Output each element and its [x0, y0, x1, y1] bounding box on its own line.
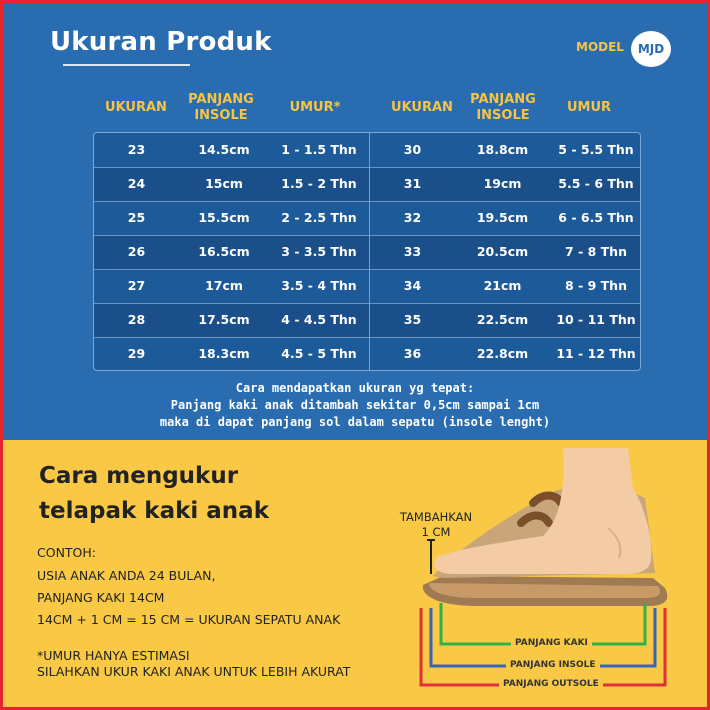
- table-row: [94, 167, 641, 201]
- table-row: [94, 133, 641, 167]
- size-cell: 24: [127, 176, 146, 191]
- measure-guide-panel: [3, 440, 707, 707]
- row-divider: [94, 201, 641, 202]
- header-insole-right: PANJANG INSOLE: [470, 92, 536, 123]
- table-row: [94, 201, 641, 235]
- add-1cm-label-line-1: TAMBAHKAN: [399, 510, 473, 524]
- insole-length-cell: 18.8cm: [476, 142, 529, 157]
- example-line-3: 14CM + 1 CM = 15 CM = UKURAN SEPATU ANAK: [37, 612, 341, 627]
- insole-length-cell: 17.5cm: [198, 312, 250, 327]
- table-row: [94, 303, 641, 337]
- header-umur-right: UMUR: [566, 100, 612, 115]
- insole-length-cell: 14.5cm: [198, 142, 250, 157]
- insole-length-cell: 21cm: [483, 278, 522, 293]
- insole-length-cell: 22.5cm: [476, 312, 529, 327]
- age-cell: 2 - 2.5 Thn: [281, 210, 357, 225]
- guide-title-line-1: Cara mengukur: [39, 463, 239, 489]
- row-divider: [94, 269, 641, 270]
- legend-foot-length: PANJANG KAKI: [511, 638, 592, 648]
- insole-length-cell: 19.5cm: [476, 210, 529, 225]
- example-label: CONTOH:: [37, 545, 97, 560]
- table-column-divider: [369, 133, 370, 371]
- age-cell: 10 - 11 Thn: [556, 312, 636, 327]
- size-cell: 26: [127, 244, 146, 259]
- example-line-1: USIA ANAK ANDA 24 BULAN,: [37, 568, 216, 583]
- note-line-1: Cara mendapatkan ukuran yg tepat:: [235, 381, 475, 395]
- size-cell: 30: [403, 142, 422, 157]
- size-cell: 25: [127, 210, 146, 225]
- add-1cm-label-line-2: 1 CM: [421, 525, 451, 539]
- insole-length-cell: 19cm: [483, 176, 522, 191]
- note-line-3: maka di dapat panjang sol dalam sepatu (insole lenght): [159, 415, 551, 429]
- model-badge: MJD: [631, 31, 671, 67]
- age-cell: 4 - 4.5 Thn: [281, 312, 357, 327]
- table-row: [94, 269, 641, 303]
- model-label: MODEL: [576, 40, 624, 54]
- guide-title-line-2: telapak kaki anak: [39, 498, 269, 524]
- size-cell: 36: [403, 346, 422, 361]
- insole-length-cell: 18.3cm: [198, 346, 250, 361]
- row-divider: [94, 235, 641, 236]
- insole-length-cell: 16.5cm: [198, 244, 250, 259]
- legend-insole-length: PANJANG INSOLE: [506, 660, 600, 670]
- age-cell: 5 - 5.5 Thn: [558, 142, 634, 157]
- insole-length-cell: 15.5cm: [198, 210, 250, 225]
- age-cell: 7 - 8 Thn: [565, 244, 627, 259]
- size-cell: 28: [127, 312, 146, 327]
- age-cell: 6 - 6.5 Thn: [558, 210, 634, 225]
- size-cell: 23: [127, 142, 146, 157]
- header-ukuran-left: UKURAN: [105, 100, 167, 115]
- table-row: [94, 235, 641, 269]
- example-line-2: PANJANG KAKI 14CM: [37, 590, 165, 605]
- age-cell: 1 - 1.5 Thn: [281, 142, 357, 157]
- note-line-2: Panjang kaki anak ditambah sekitar 0,5cm sampai 1cm: [170, 398, 540, 412]
- row-divider: [94, 167, 641, 168]
- insole-length-cell: 17cm: [205, 278, 243, 293]
- size-cell: 27: [127, 278, 146, 293]
- insole-length-cell: 20.5cm: [476, 244, 529, 259]
- page-title: Ukuran Produk: [50, 27, 272, 57]
- age-cell: 4.5 - 5 Thn: [281, 346, 357, 361]
- footnote-line-1: *UMUR HANYA ESTIMASI: [37, 648, 190, 663]
- insole-length-line: [431, 608, 655, 666]
- header-umur-left: UMUR*: [289, 100, 341, 115]
- header-ukuran-right: UKURAN: [391, 100, 453, 115]
- header-insole-left: PANJANG INSOLE: [188, 92, 254, 123]
- title-underline: [63, 64, 190, 66]
- size-cell: 32: [403, 210, 422, 225]
- row-divider: [94, 303, 641, 304]
- age-cell: 8 - 9 Thn: [565, 278, 627, 293]
- legend-outsole-length: PANJANG OUTSOLE: [499, 679, 603, 689]
- size-cell: 35: [403, 312, 422, 327]
- table-row: [94, 337, 641, 371]
- insole-length-cell: 15cm: [205, 176, 243, 191]
- age-cell: 3 - 3.5 Thn: [281, 244, 357, 259]
- footnote-line-2: SILAHKAN UKUR KAKI ANAK UNTUK LEBIH AKURAT: [37, 664, 351, 679]
- age-cell: 11 - 12 Thn: [556, 346, 636, 361]
- age-cell: 3.5 - 4 Thn: [281, 278, 357, 293]
- insole-length-cell: 22.8cm: [476, 346, 529, 361]
- size-cell: 31: [403, 176, 422, 191]
- size-chart-panel: [3, 3, 707, 440]
- size-cell: 34: [403, 278, 422, 293]
- size-cell: 29: [127, 346, 146, 361]
- row-divider: [94, 337, 641, 338]
- age-cell: 1.5 - 2 Thn: [281, 176, 357, 191]
- size-cell: 33: [403, 244, 422, 259]
- size-table: [93, 132, 641, 371]
- age-cell: 5.5 - 6 Thn: [558, 176, 634, 191]
